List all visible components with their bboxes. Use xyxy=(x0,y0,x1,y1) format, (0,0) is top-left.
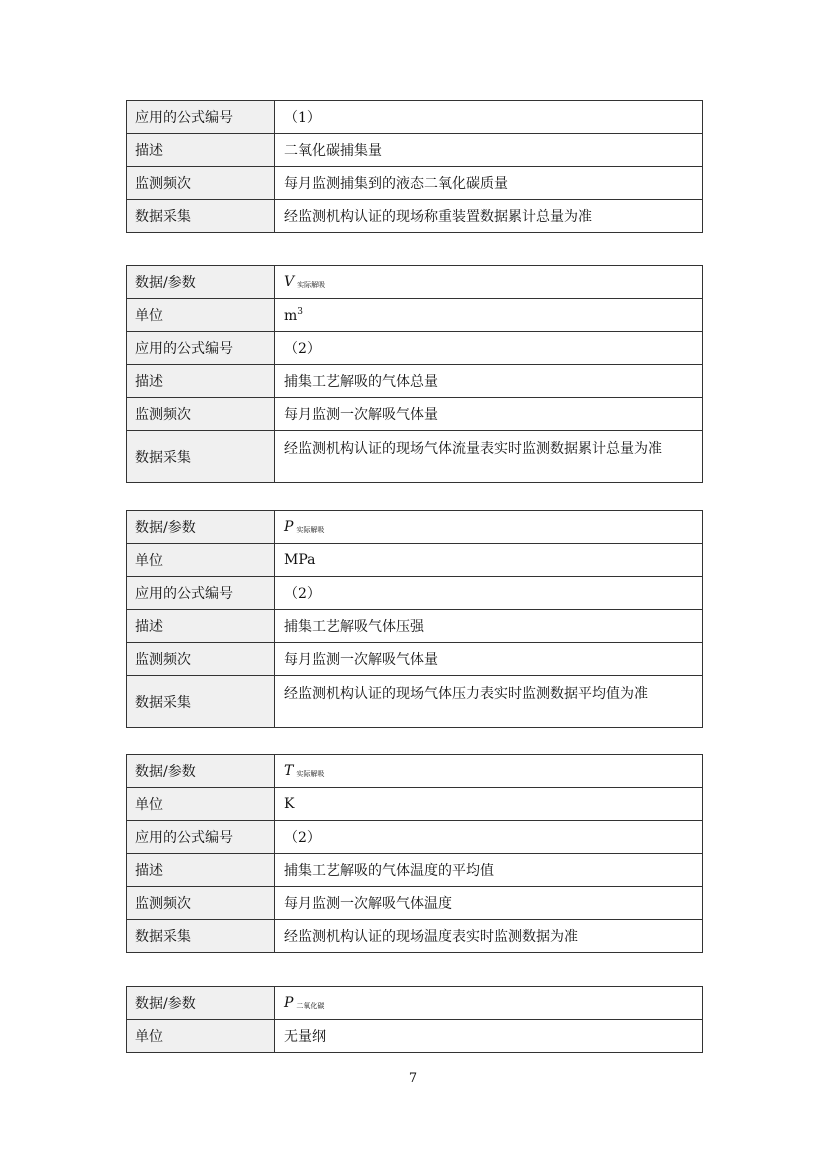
unit-value: MPa xyxy=(275,544,703,577)
unit-superscript: 3 xyxy=(297,306,304,317)
frequency-value: 每月监测一次解吸气体温度 xyxy=(275,887,703,920)
unit-base: m xyxy=(284,307,298,324)
frequency-label: 监测频次 xyxy=(127,643,275,676)
v-desorption-table xyxy=(126,265,703,483)
table-row xyxy=(127,266,703,299)
formula-no-value: （1） xyxy=(275,101,703,134)
formula-no-value: （2） xyxy=(275,821,703,854)
description-label: 描述 xyxy=(127,365,275,398)
collection-value: 经监测机构认证的现场称重装置数据累计总量为准 xyxy=(275,200,703,233)
param-symbol: V xyxy=(284,274,295,290)
param-label: 数据/参数 xyxy=(127,755,275,788)
formula-no-value: （2） xyxy=(275,577,703,610)
description-label: 描述 xyxy=(127,854,275,887)
table-row xyxy=(127,398,703,431)
param-label: 数据/参数 xyxy=(127,987,275,1020)
p-desorption-table xyxy=(126,510,703,728)
table-row xyxy=(127,821,703,854)
frequency-value: 每月监测捕集到的液态二氧化碳质量 xyxy=(275,167,703,200)
param-subscript: 实际解吸 xyxy=(297,281,326,289)
unit-label: 单位 xyxy=(127,299,275,332)
param-subscript: 二氧化碳 xyxy=(296,1002,325,1010)
table-row xyxy=(127,788,703,821)
table-row xyxy=(127,365,703,398)
param-symbol: P xyxy=(284,519,294,535)
collection-value: 经监测机构认证的现场气体压力表实时监测数据平均值为准 xyxy=(275,676,703,728)
formula-1-table xyxy=(126,100,703,233)
formula-no-label: 应用的公式编号 xyxy=(127,821,275,854)
formula-no-value: （2） xyxy=(275,332,703,365)
t-desorption-table xyxy=(126,754,703,953)
param-label: 数据/参数 xyxy=(127,511,275,544)
table-row xyxy=(127,755,703,788)
description-label: 描述 xyxy=(127,610,275,643)
unit-label: 单位 xyxy=(127,788,275,821)
table-row xyxy=(127,101,703,134)
description-value: 捕集工艺解吸的气体温度的平均值 xyxy=(275,854,703,887)
page-number: 7 xyxy=(408,1071,418,1086)
param-value xyxy=(275,755,703,788)
description-value: 捕集工艺解吸气体压强 xyxy=(275,610,703,643)
table-row xyxy=(127,299,703,332)
param-subscript: 实际解吸 xyxy=(296,526,325,534)
table-row xyxy=(127,577,703,610)
frequency-label: 监测频次 xyxy=(127,887,275,920)
param-symbol: P xyxy=(284,995,294,1011)
param-value xyxy=(275,266,703,299)
table-row xyxy=(127,854,703,887)
table-row xyxy=(127,134,703,167)
unit-value: K xyxy=(275,788,703,821)
param-value xyxy=(275,987,703,1020)
frequency-value: 每月监测一次解吸气体量 xyxy=(275,643,703,676)
table-row xyxy=(127,200,703,233)
frequency-value: 每月监测一次解吸气体量 xyxy=(275,398,703,431)
collection-label: 数据采集 xyxy=(127,920,275,953)
description-label: 描述 xyxy=(127,134,275,167)
unit-label: 单位 xyxy=(127,1020,275,1053)
table-row xyxy=(127,920,703,953)
table-row xyxy=(127,511,703,544)
table-row xyxy=(127,431,703,483)
param-subscript: 实际解吸 xyxy=(296,770,325,778)
unit-value xyxy=(275,299,703,332)
table-row xyxy=(127,610,703,643)
formula-no-label: 应用的公式编号 xyxy=(127,101,275,134)
collection-value: 经监测机构认证的现场温度表实时监测数据为准 xyxy=(275,920,703,953)
collection-value: 经监测机构认证的现场气体流量表实时监测数据累计总量为准 xyxy=(275,431,703,483)
collection-label: 数据采集 xyxy=(127,200,275,233)
param-label: 数据/参数 xyxy=(127,266,275,299)
table-row xyxy=(127,1020,703,1053)
formula-no-label: 应用的公式编号 xyxy=(127,332,275,365)
table-row xyxy=(127,676,703,728)
param-symbol: T xyxy=(284,763,294,779)
unit-label: 单位 xyxy=(127,544,275,577)
table-row xyxy=(127,887,703,920)
table-row xyxy=(127,332,703,365)
table-row xyxy=(127,987,703,1020)
table-row xyxy=(127,544,703,577)
unit-value: 无量纲 xyxy=(275,1020,703,1053)
p-co2-table xyxy=(126,986,703,1053)
formula-no-label: 应用的公式编号 xyxy=(127,577,275,610)
description-value: 捕集工艺解吸的气体总量 xyxy=(275,365,703,398)
param-value xyxy=(275,511,703,544)
description-value: 二氧化碳捕集量 xyxy=(275,134,703,167)
table-row xyxy=(127,167,703,200)
frequency-label: 监测频次 xyxy=(127,398,275,431)
collection-label: 数据采集 xyxy=(127,431,275,483)
table-row xyxy=(127,643,703,676)
frequency-label: 监测频次 xyxy=(127,167,275,200)
collection-label: 数据采集 xyxy=(127,676,275,728)
